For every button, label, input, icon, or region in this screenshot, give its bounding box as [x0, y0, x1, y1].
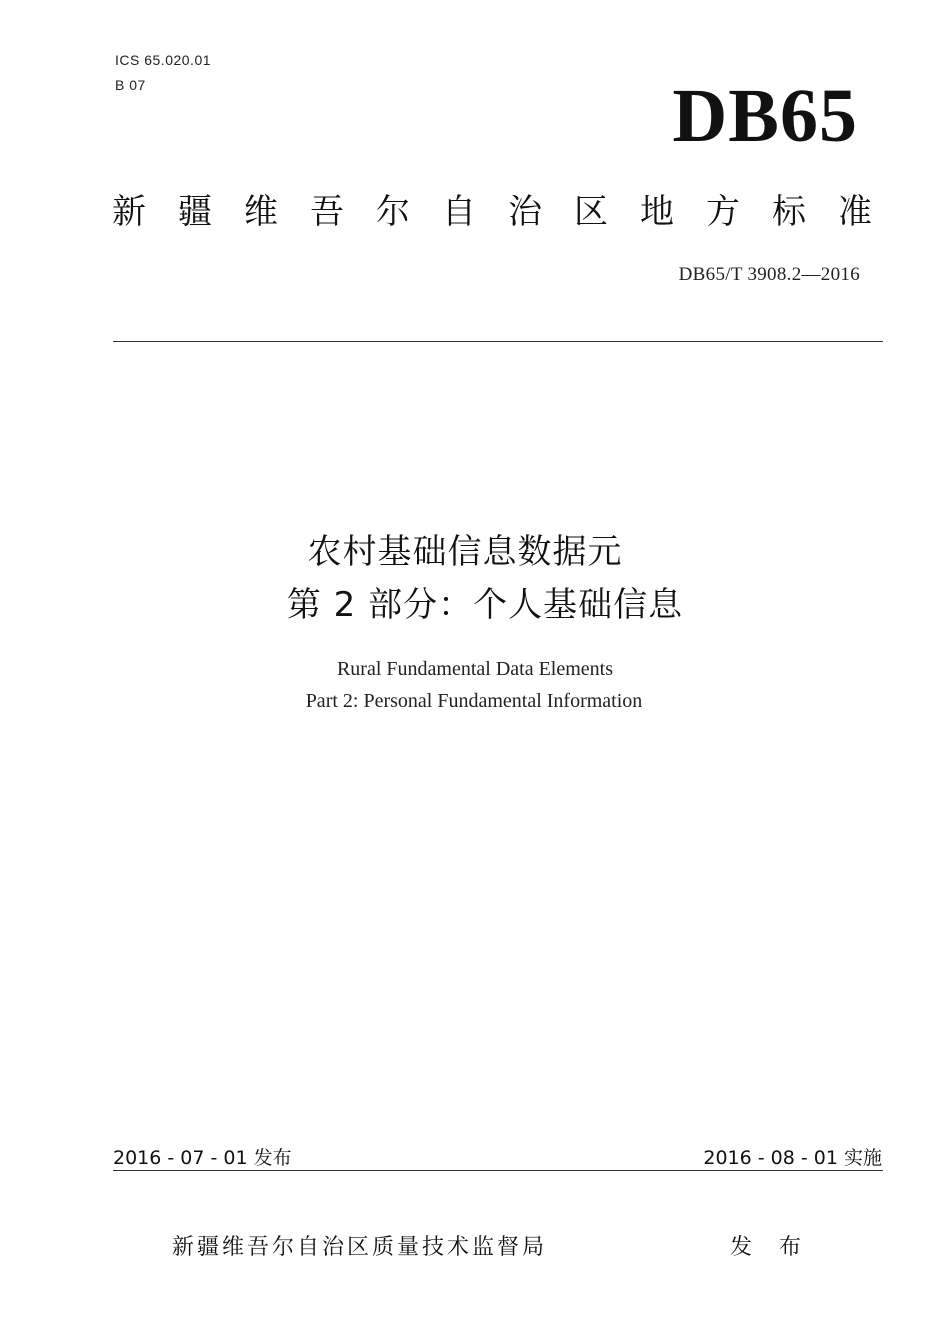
standard-type-heading — [112, 190, 872, 234]
standard-type-char: 吾 — [310, 192, 344, 232]
issue-date: 2016 - 07 - 01 发布 — [113, 1147, 292, 1169]
title-chinese-main: 农村基础信息数据元 — [307, 532, 623, 572]
standard-type-char: 地 — [640, 192, 674, 232]
top-divider — [113, 341, 883, 342]
classification-code: B 07 — [115, 77, 146, 93]
title-chinese-part: 第 2 部分：个人基础信息 — [286, 585, 684, 625]
issuing-authority: 新疆维吾尔自治区质量技术监督局 — [172, 1235, 548, 1260]
standard-type-char: 方 — [706, 192, 740, 232]
standard-type-char: 治 — [508, 192, 542, 232]
bottom-divider — [113, 1170, 883, 1171]
standard-logo: DB65 — [672, 74, 858, 158]
implementation-date: 2016 - 08 - 01 实施 — [703, 1147, 882, 1169]
ics-code: ICS 65.020.01 — [115, 52, 212, 68]
standard-type-char: 新 — [112, 192, 146, 232]
standard-type-char: 自 — [442, 192, 476, 232]
standard-type-char: 区 — [574, 192, 608, 232]
standard-type-char: 标 — [772, 192, 806, 232]
standard-type-char: 准 — [838, 192, 872, 232]
title-english-part: Part 2: Personal Fundamental Information — [305, 690, 643, 712]
standard-type-char: 疆 — [178, 192, 212, 232]
title-english-main: Rural Fundamental Data Elements — [336, 658, 614, 680]
issue-label: 发 布 — [730, 1235, 811, 1260]
standard-number: DB65/T 3908.2—2016 — [678, 264, 860, 285]
standard-type-char: 尔 — [376, 192, 410, 232]
standard-type-char: 维 — [244, 192, 278, 232]
